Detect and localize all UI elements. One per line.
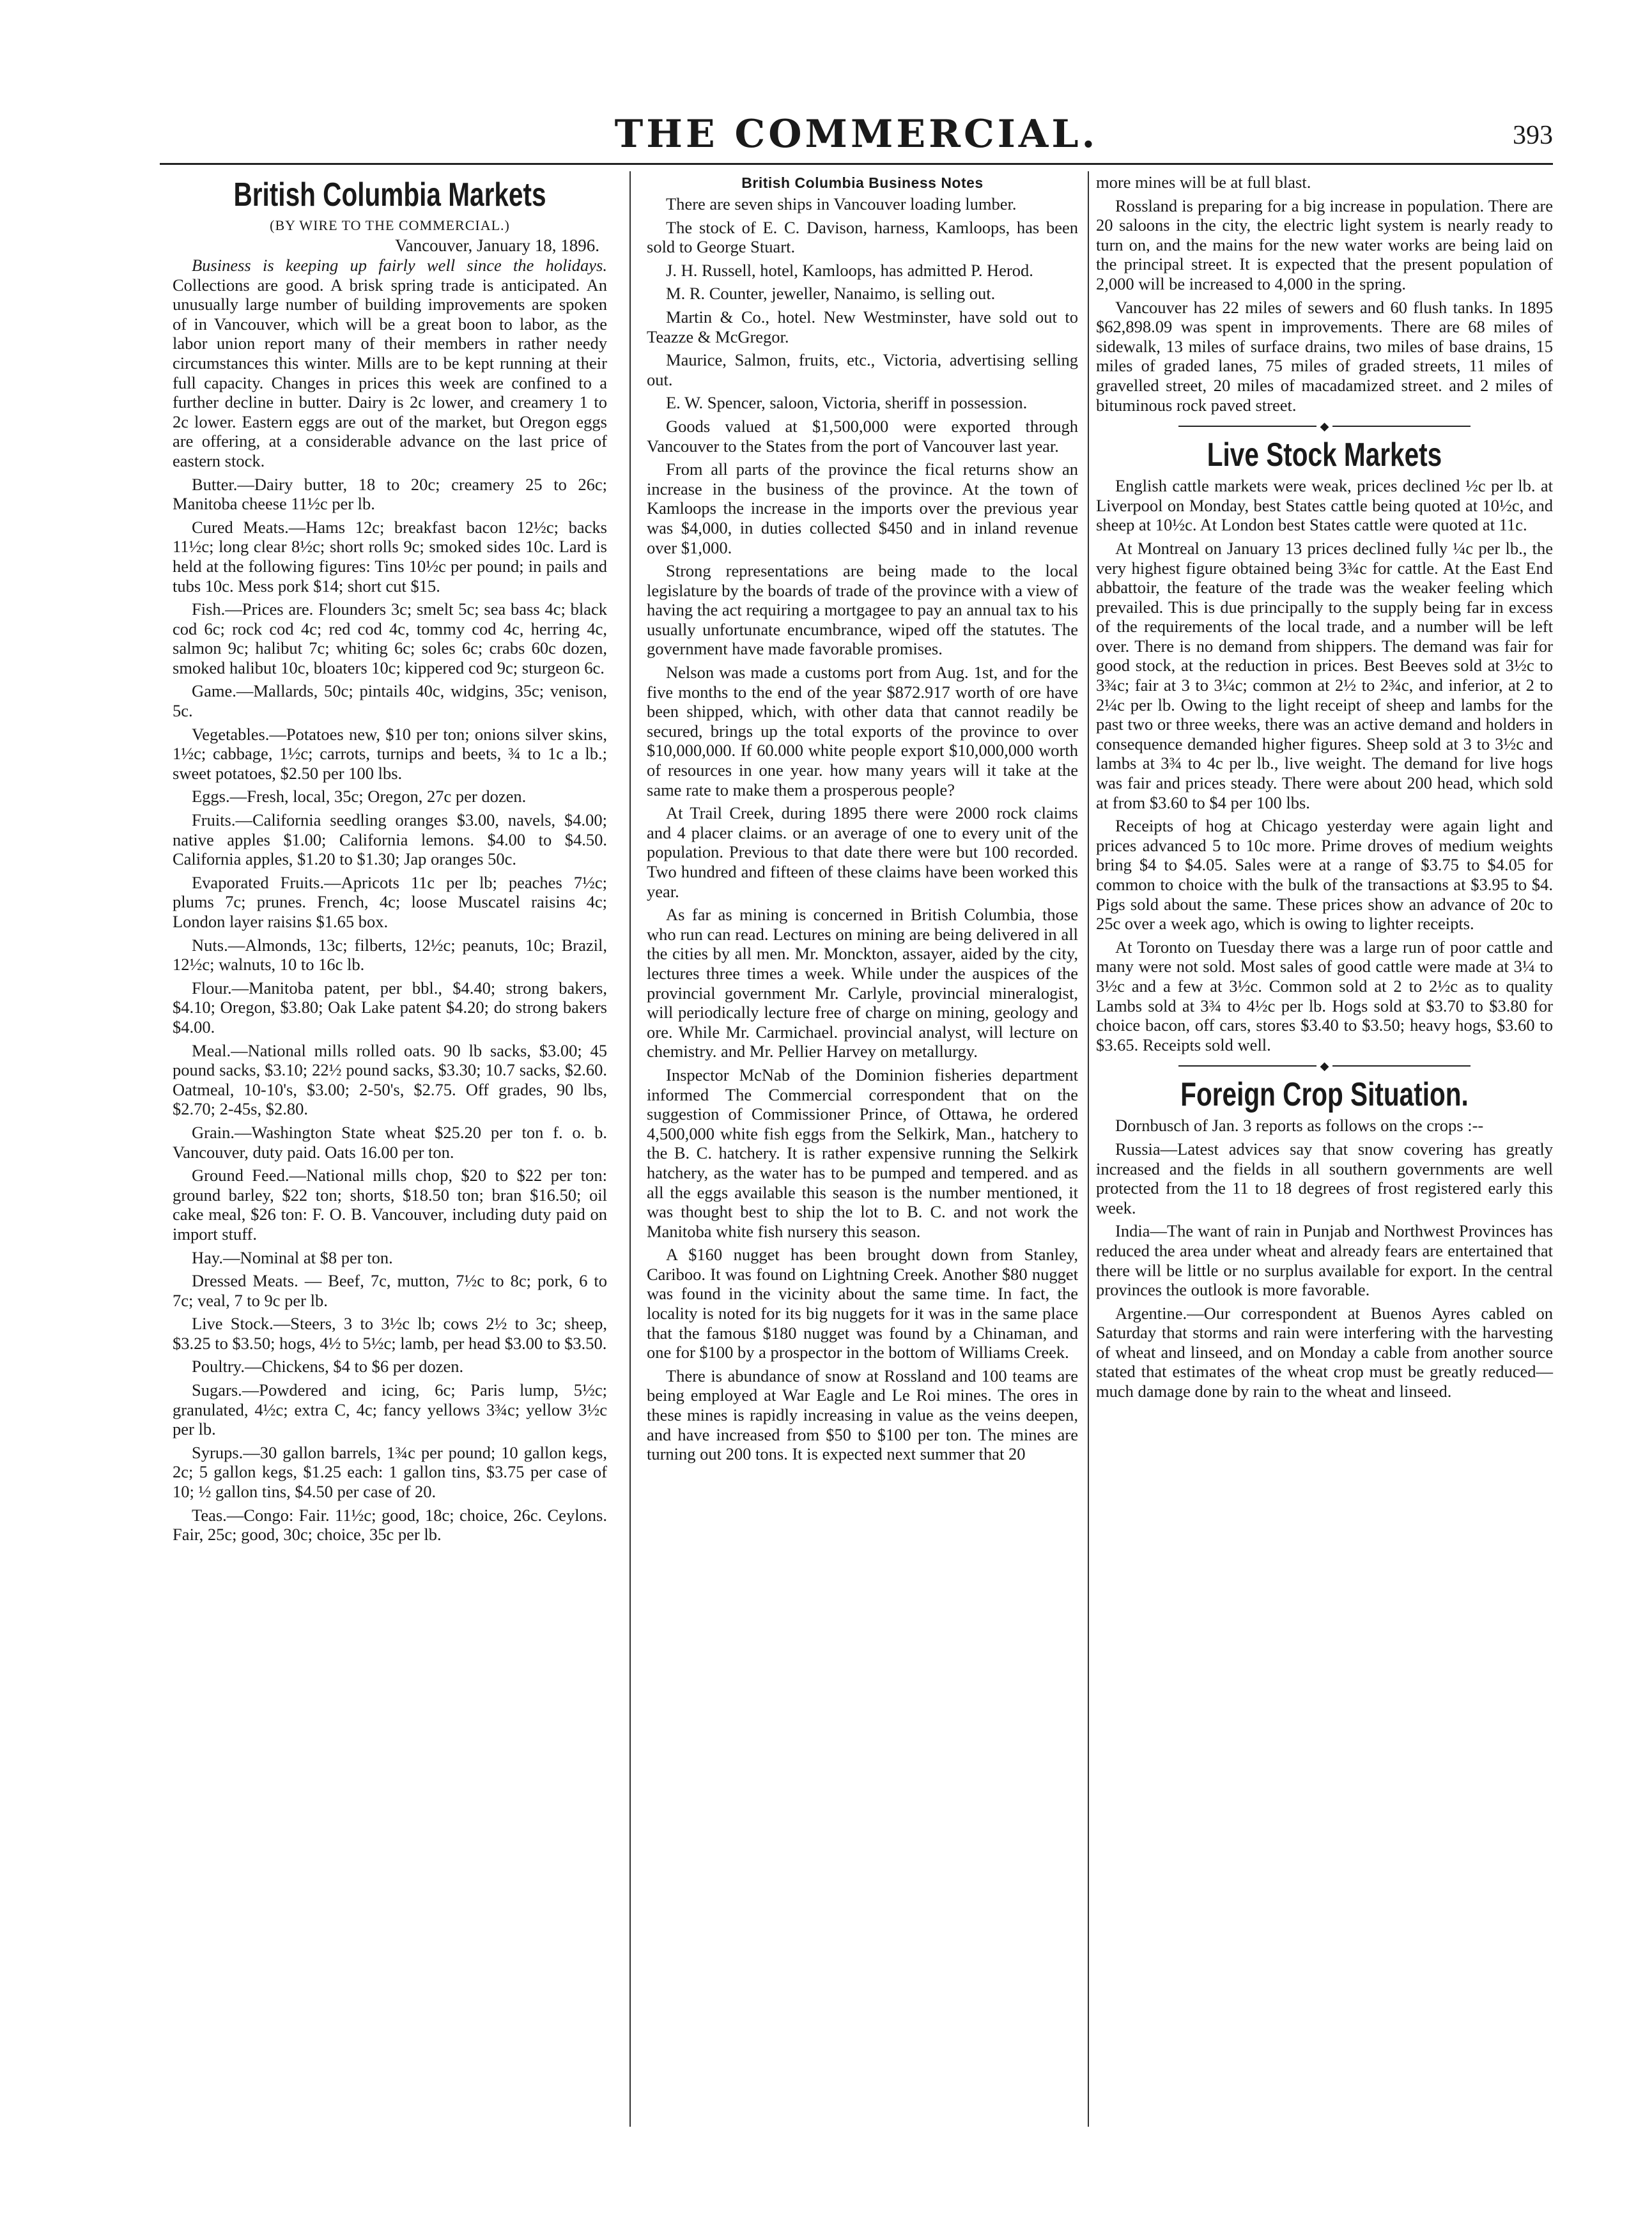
market-item: Fish.—Prices are. Flounders 3c; smelt 5c; sea bass 4c; black cod 6c; rock cod 4c; red cod 4c, tommy cod 4c, herring 4c, salmon 9c; halibut 7c; whiting 6c; soles 6c; crabs 60c dozen, smoked halibut 10c, bloaters 10c; kippered cod 9c; sturgeon 6c. — [173, 599, 607, 677]
section-heading: Foreign Crop Situation. — [1180, 1076, 1469, 1114]
market-item: Cured Meats.—Hams 12c; breakfast bacon 12½c; backs 11½c; long clear 8½c; short rolls 9c; smoked sides 10c. Lard is held at the following figures: Tins 10½c per pound; in pails and tubs 10c. Mess pork $14; short cut $15. — [173, 517, 607, 596]
section-heading: British Columbia Business Notes — [741, 174, 984, 191]
market-item: Hay.—Nominal at $8 per ton. — [192, 1247, 393, 1267]
paragraph-text: Collections are good. A brisk spring trade is anticipated. An unusually large number of building improvements are spoken of in Vancouver, which will be a great boon to labor, as the labor union report many of their members in rather needy circumstances this winter. Mills are to be kept running at their full capacity. Changes in prices this week are confined to a further decline in butter. Dairy is 2c lower, and creamery 1 to 2c lower. Eastern eggs are out of the market, but Oregon eggs are offering, at a considerable advance on the last price of eastern stock. — [173, 275, 607, 470]
market-item: Eggs.—Fresh, local, 35c; Oregon, 27c per dozen. — [192, 787, 527, 806]
market-item: Grain.—Washington State wheat $25.20 per ton f. o. b. Vancouver, duty paid. Oats 16.00 per ton. — [173, 1122, 607, 1162]
masthead — [160, 109, 1553, 166]
crop-paragraph: Russia—Latest advices say that snow covering has greatly increased and the fields in all southern governments are well protected from the 11 to 18 degrees of frost registered early this week. — [1096, 1139, 1553, 1217]
crop-paragraph: Argentine.—Our correspondent at Buenos Ayres cabled on Saturday that storms and rain were interfering with the harvesting of wheat and linseed, and on Monday a cable from another source stated that estimates of the wheat crop must be greatly reduced—much damage done by rain to the wheat and linseed. — [1096, 1303, 1553, 1401]
news-note: Rossland is preparing for a big increase in population. There are 20 saloons in the city, the electric light system is nearly ready to turn on, and the mains for the new water works are being laid on the principal street. It is expected that the present population of 2,000 will be increased to 4,000 in the spring. — [1096, 196, 1553, 293]
crop-paragraph: India—The want of rain in Punjab and Northwest Provinces has reduced the area under wheat and already fears are entertained that there will be little or no surplus available for export. In the central provinces the outlook is more favorable. — [1096, 1221, 1553, 1300]
news-note: Vancouver has 22 miles of sewers and 60 flush tanks. In 1895 $62,898.09 was spent in improvements. There are 68 miles of sidewalk, 13 miles of surface drains, two miles of base drains, 15 miles of graded lanes, 75 miles of graded streets, 11 miles of gravelled street, 20 miles of macadamized street. and 2 miles of bituminous rock paved street. — [1096, 297, 1553, 415]
column-business-notes — [647, 173, 1078, 1468]
news-note: M. R. Counter, jeweller, Nanaimo, is selling out. — [666, 284, 996, 304]
market-item: Ground Feed.—National mills chop, $20 to $22 per ton: ground barley, $22 ton; shorts, $18.50 ton; bran $16.50; oil cake meal, $26 ton: F. O. B. Vancouver, including duty paid on import stuff. — [173, 1166, 607, 1244]
news-note: Maurice, Salmon, fruits, etc., Victoria, advertising selling out. — [647, 350, 1078, 389]
market-item: Fruits.—California seedling oranges $3.00, navels, $4.00; native apples $1.00; California lemons. $4.00 to $4.50. California apples, $1.20 to $1.30; Jap oranges 50c. — [173, 810, 607, 869]
news-note: Nelson was made a customs port from Aug. 1st, and for the five months to the end of the year $872.917 worth of ore have been shipped, which, with other data that cannot readily be secured, brings up the total exports of the province to over $10,000,000. If 60.000 white people export $10,000,000 worth of resources in one year. how many years will it take at the same rate to make them a prosperous people? — [647, 663, 1078, 799]
section-divider-ornament: ◆ — [1096, 420, 1553, 433]
italic-lead: Business is keeping up fairly well since the holidays. — [192, 256, 607, 275]
news-note: The stock of E. C. Davison, harness, Kamloops, has been sold to George Stuart. — [647, 217, 1078, 257]
livestock-paragraph: English cattle markets were weak, prices declined ½c per lb. at Liverpool on Monday, best States cattle being quoted at 10½c, and sheep at 10½c. At London best States cattle were quoted at 11c. — [1096, 476, 1553, 535]
livestock-paragraph: Receipts of hog at Chicago yesterday were again light and prices advanced 5 to 10c more. Prime droves of medium weights bring $4 to $4.05. Sales were at a range of $3.75 to $4.05 for common to choice with the bulk of the transactions at $3.95 to $4. Pigs sold about the same. These prices show an advance of 20c to 25c over a week ago, which is owing to lighter receipts. — [1096, 816, 1553, 934]
market-item: Evaporated Fruits.—Apricots 11c per lb; peaches 7½c; plums 7c; prunes. French, 4c; loose Muscatel raisins 4c; London layer raisins $1.65 box. — [173, 872, 607, 931]
market-item: Dressed Meats. — Beef, 7c, mutton, 7½c to 8c; pork, 6 to 7c; veal, 7 to 9c per lb. — [173, 1271, 607, 1310]
section-heading: Live Stock Markets — [1207, 436, 1442, 474]
column-divider — [629, 171, 631, 2127]
market-item: Flour.—Manitoba patent, per bbl., $4.40; strong bakers, $4.10; Oregon, $3.80; Oak Lake patent $4.20; do strong bakers $4.00. — [173, 978, 607, 1037]
livestock-paragraph: At Toronto on Tuesday there was a large run of poor cattle and many were not sold. Most sales of good cattle were made at 3¼ to 3½c and a few at 3½c. Common sold at 2 to 2½c as to quality Lambs sold at 3¾ to 4½c per lb. Hogs sold at $3.70 to $3.80 for choice bacon, off cars, stores $3.40 to $3.50; heavy hogs, $3.60 to $3.65. Receipts sold well. — [1096, 937, 1553, 1054]
market-item: Sugars.—Powdered and icing, 6c; Paris lump, 5½c; granulated, 4½c; extra C, 4c; fancy yellows 3¾c; yellow 3½c per lb. — [173, 1380, 607, 1439]
news-note: At Trail Creek, during 1895 there were 2000 rock claims and 4 placer claims. or an average of one to every unit of the population. Previous to that date there were but 100 recorded. Two hundred and fifteen of these claims have been worked this year. — [647, 803, 1078, 901]
crop-paragraph: Dornbusch of Jan. 3 reports as follows on the crops :-- — [1115, 1116, 1484, 1136]
market-item: Poultry.—Chickens, $4 to $6 per dozen. — [192, 1357, 464, 1376]
continued-paragraph: more mines will be at full blast. — [1096, 173, 1311, 192]
market-item: Live Stock.—Steers, 3 to 3½c lb; cows 2½ to 3c; sheep, $3.25 to $3.50; hogs, 4½ to 5½c; lamb, per head $3.00 to $3.50. — [173, 1314, 607, 1353]
news-note: As far as mining is concerned in British Columbia, those who run can read. Lectures on mining are being delivered in all the cities by all men. Mr. Monckton, assayer, aided by the city, lectures three times a week. While under the auspices of the provincial government Mr. Carlyle, provincial mineralogist, will periodically lecture free of charge on mining, geology and ore. While Mr. Carmichael. provincial analyst, will lecture on chemistry. and Mr. Pellier Harvey on metallurgy. — [647, 905, 1078, 1061]
news-note: From all parts of the province the fical returns show an increase in the business of the province. At the town of Kamloops the increase in the imports over the previous year was $4,000, in duties collected $450 and in inland revenue over $1,000. — [647, 459, 1078, 557]
article-paragraph — [173, 256, 607, 471]
market-item: Nuts.—Almonds, 13c; filberts, 12½c; peanuts, 10c; Brazil, 12½c; walnuts, 10 to 16c lb. — [173, 935, 607, 975]
section-heading: British Columbia Markets — [233, 176, 546, 213]
news-note: Inspector McNab of the Dominion fisheries department informed The Commercial correspondent that on the suggestion of Commissioner Prince, of Ottawa, he ordered 4,500,000 white fish eggs from the Selkirk, Man., hatchery to the B. C. hatchery. It is rather expensive running the Selkirk hatchery, as the water has to be pumped and tempered. and as all the eggs available this season is the number mentioned, it was thought best to ship the lot to B. C. and not work the Manitoba white fish nursery this season. — [647, 1065, 1078, 1241]
news-note: J. H. Russell, hotel, Kamloops, has admitted P. Herod. — [666, 260, 1033, 280]
page-number: 393 — [1513, 121, 1553, 150]
byline: (BY WIRE TO THE COMMERCIAL.) — [270, 217, 510, 233]
market-item: Vegetables.—Potatoes new, $10 per ton; onions silver skins, 1½c; cabbage, 1½c; carrots, turnips and beets, ¾ to 1c a lb.; sweet potatoes, $2.50 per 100 lbs. — [173, 724, 607, 783]
news-note: Strong representations are being made to the local legislature by the boards of trade of the province with a view of having the act requiring a mortgagee to pay an annual tax to his usually unfortunate encumbrance, wiped off the statutes. The government have made favorable promises. — [647, 561, 1078, 659]
market-item: Meal.—National mills rolled oats. 90 lb sacks, $3.00; 45 pound sacks, $3.10; 22½ pound sacks, $3.30; 10.7 sacks, $2.60. Oatmeal, 10-10's, $3.00; 2-50's, $2.75. Off grades, 90 lbs, $2.70; 2-45s, $2.80. — [173, 1040, 607, 1119]
market-item: Syrups.—30 gallon barrels, 1¾c per pound; 10 gallon kegs, 2c; 5 gallon kegs, $1.25 each: 1 gallon tins, $3.75 per case of 10; ½ gallon tins, $4.50 per case of 20. — [173, 1442, 607, 1502]
market-item: Game.—Mallards, 50c; pintails 40c, widgins, 35c; venison, 5c. — [173, 681, 607, 721]
news-note: E. W. Spencer, saloon, Victoria, sheriff in possession. — [666, 393, 1028, 413]
section-divider-ornament: ◆ — [1096, 1060, 1553, 1072]
publication-title: THE COMMERCIAL. — [614, 112, 1099, 157]
news-note: There is abundance of snow at Rossland and 100 teams are being employed at War Eagle and Le Roi mines. The ores in these mines is rapidly increasing in value as the veins deepen, and have increased from $50 to $100 per ton. The mines are turning out 200 tons. It is expected next summer that 20 — [647, 1366, 1078, 1464]
masthead-rule — [160, 163, 1553, 165]
news-note: Martin & Co., hotel. New Westminster, have sold out to Teazze & McGregor. — [647, 307, 1078, 346]
column-british-columbia-markets — [173, 173, 607, 1548]
column-divider — [1088, 171, 1089, 2127]
market-item: Teas.—Congo: Fair. 11½c; good, 18c; choice, 26c. Ceylons. Fair, 25c; good, 30c; choice, 35c per lb. — [173, 1505, 607, 1545]
market-item: Butter.—Dairy butter, 18 to 20c; creamery 25 to 26c; Manitoba cheese 11½c per lb. — [173, 474, 607, 514]
column-livestock-and-crops — [1096, 173, 1553, 1405]
dateline: Vancouver, January 18, 1896. — [395, 236, 599, 255]
news-note: A $160 nugget has been brought down from Stanley, Cariboo. It was found on Lightning Creek. Another $80 nugget was found in the vicinity about the same time. In fact, the locality is noted for its big nuggets for it was in the same place that the famous $180 nugget was found by a Chinaman, and one for $100 by a prospector in the bottom of Williams Creek. — [647, 1245, 1078, 1362]
news-note: There are seven ships in Vancouver loading lumber. — [666, 194, 1017, 213]
livestock-paragraph: At Montreal on January 13 prices declined fully ¼c per lb., the very highest figure obtained being 3¾c for cattle. At the East End abbattoir, the feature of the trade was the weaker feeling which prevailed. This is due principally to the supply being far in excess of the requirements of the local trade, and a number will be left over. There is no demand from shippers. The demand was fair for good stock, at the reduction in prices. Best Beeves sold at 3½c to 3¾c; fair at 3 to 3¼c; common at 2½ to 2¾c, and inferior, at 2 to 2¼c per lb. Owing to the light receipt of sheep and lambs for the past two or three weeks, there was an active demand and holders in consequence demanded higher figures. Sheep sold at 3 to 3½c and lambs at 3¾ to 4c per lb., live weight. The demand for live hogs was fair and prices steady. There were about 200 head, which sold at from $3.60 to $4 per 100 lbs. — [1096, 538, 1553, 812]
news-note: Goods valued at $1,500,000 were exported through Vancouver to the States from the port of Vancouver last year. — [647, 416, 1078, 456]
